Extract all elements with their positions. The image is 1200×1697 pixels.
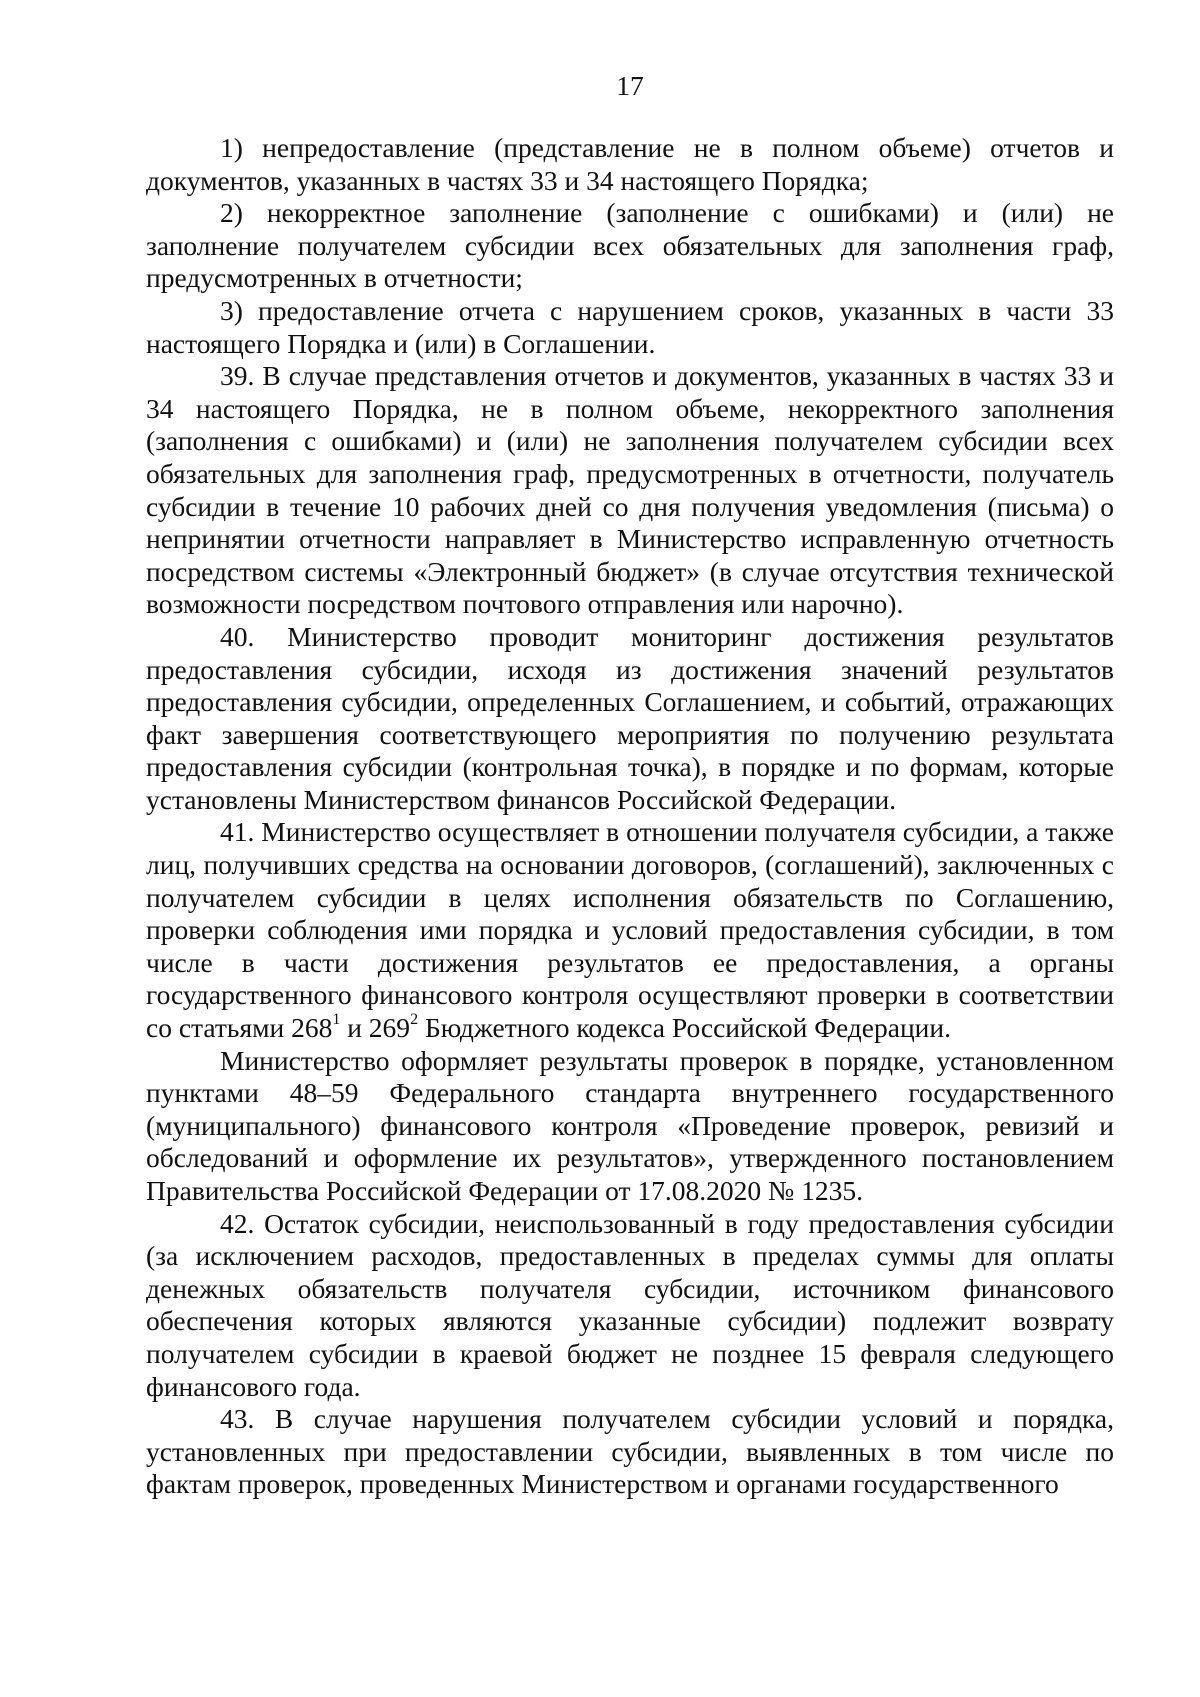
paragraph-41-text-after: Бюджетного кодекса Российской Федерации. [418,1012,951,1044]
paragraph-41-text-before: 41. Министерство осуществляет в отношении получателя субсидии, а также лиц, получивших средства на основании договоров, (соглашений), заключенных с получателем субсидии в целях исполнения обязательств по Соглашению, проверки соблюдения ими порядка и условий предоставления субсидии, в том числе в части достижения результатов ее предоставления, а органы государственного финансового контроля осуществляют проверки в соответствии со статьями 268 [146,816,1114,1044]
paragraph-39: 39. В случае представления отчетов и документов, указанных в частях 33 и 34 настоящего Порядка, не в полном объеме, некорректного заполнения (заполнения с ошибками) и (или) не заполнения получателем субсидии всех обязательных для заполнения граф, предусмотренных в отчетности, получатель субсидии в течение 10 рабочих дней со дня получения уведомления (письма) о непринятии отчетности направляет в Министерство исправленную отчетность посредством системы «Электронный бюджет» (в случае отсутствия технической возможности посредством почтового отправления или нарочно). [146,360,1114,620]
list-item-2: 2) некорректное заполнение (заполнение с ошибками) и (или) не заполнение получателем субсидии всех обязательных для заполнения граф, предусмотренных в отчетности; [146,197,1114,294]
superscript-2: 2 [410,1010,419,1028]
list-item-3: 3) предоставление отчета с нарушением сроков, указанных в части 33 настоящего Порядка и (или) в Соглашении. [146,294,1114,359]
paragraph-41 [146,816,1114,1044]
page-number: 17 [616,70,644,101]
paragraph-41-text-middle: и 269 [340,1012,411,1044]
list-item-1: 1) непредоставление (представление не в полном объеме) отчетов и документов, указанных в частях 33 и 34 настоящего Порядка; [146,132,1114,196]
paragraph-43: 43. В случае нарушения получателем субсидии условий и порядка, установленных при предоставлении субсидии, выявленных в том числе по фактам проверок, проведенных Министерством и органами государственного [146,1403,1114,1500]
superscript-1: 1 [332,1010,341,1028]
paragraph-40: 40. Министерство проводит мониторинг достижения результатов предоставления субсидии, исходя из достижения значений результатов предоставления субсидии, определенных Соглашением, и событий, отражающих факт завершения соответствующего мероприятия по получению результата предоставления субсидии (контрольная точка), в порядке и по формам, которые установлены Министерством финансов Российской Федерации. [146,620,1114,815]
paragraph-42: 42. Остаток субсидии, неиспользованный в году предоставления субсидии (за исключением расходов, предоставленных в пределах суммы для оплаты денежных обязательств получателя субсидии, источником финансового обеспечения которых являются указанные субсидии) подлежит возврату получателем субсидии в краевой бюджет не позднее 15 февраля следующего финансового года. [146,1207,1114,1402]
paragraph-41-continuation: Министерство оформляет результаты проверок в порядке, установленном пунктами 48–59 Федерального стандарта внутреннего государственного (муниципального) финансового контроля «Проведение проверок, ревизий и обследований и оформление их результатов», утвержденного постановлением Правительства Российской Федерации от 17.08.2020 № 1235. [146,1044,1114,1206]
